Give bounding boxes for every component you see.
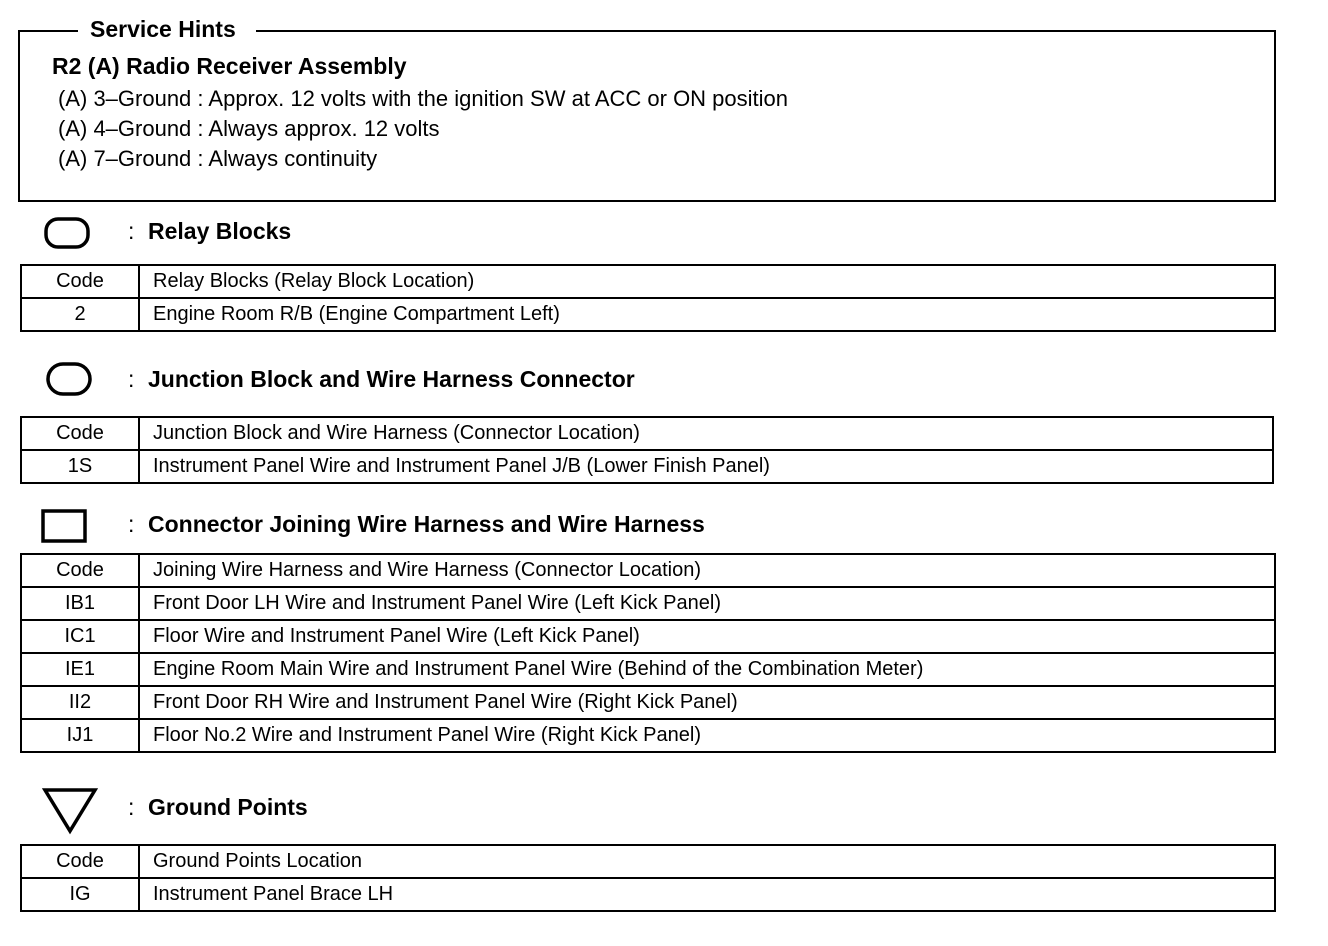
- code-cell: IG: [21, 878, 139, 911]
- table-row: [21, 719, 1275, 752]
- code-cell: 1S: [21, 450, 139, 483]
- description-cell: Instrument Panel Wire and Instrument Panel J/B (Lower Finish Panel): [139, 450, 1273, 483]
- table-row: [21, 653, 1275, 686]
- triangle-down-icon: [41, 786, 101, 836]
- heading-title: Connector Joining Wire Harness and Wire Harness: [148, 511, 705, 537]
- code-header: Code: [21, 845, 139, 878]
- code-cell: IB1: [21, 587, 139, 620]
- table-row: [21, 587, 1275, 620]
- code-cell: IJ1: [21, 719, 139, 752]
- description-cell: Floor No.2 Wire and Instrument Panel Wire (Right Kick Panel): [139, 719, 1275, 752]
- description-header: Relay Blocks (Relay Block Location): [139, 265, 1275, 298]
- code-cell: IC1: [21, 620, 139, 653]
- code-header: Code: [21, 265, 139, 298]
- relay-blocks-heading: [128, 217, 291, 245]
- oval-icon: [46, 362, 94, 398]
- description-header: Junction Block and Wire Harness (Connector Location): [139, 417, 1273, 450]
- ground-points-table: [20, 844, 1276, 912]
- description-cell: Front Door RH Wire and Instrument Panel Wire (Right Kick Panel): [139, 686, 1275, 719]
- table-header-row: [21, 554, 1275, 587]
- heading-colon: :: [128, 218, 135, 244]
- table-row: [21, 450, 1273, 483]
- junction-block-heading: [128, 365, 635, 393]
- code-cell: 2: [21, 298, 139, 331]
- table-header-row: [21, 417, 1273, 450]
- description-cell: Front Door LH Wire and Instrument Panel Wire (Left Kick Panel): [139, 587, 1275, 620]
- rounded-rect-icon: [44, 217, 92, 251]
- heading-title: Relay Blocks: [148, 218, 292, 244]
- description-cell: Floor Wire and Instrument Panel Wire (Left Kick Panel): [139, 620, 1275, 653]
- code-cell: IE1: [21, 653, 139, 686]
- hint-line: (A) 4–Ground : Always approx. 12 volts: [58, 116, 440, 141]
- table-row: [21, 686, 1275, 719]
- description-cell: Instrument Panel Brace LH: [139, 878, 1275, 911]
- heading-colon: :: [128, 511, 135, 537]
- heading-title: Junction Block and Wire Harness Connector: [148, 366, 635, 392]
- description-header: Joining Wire Harness and Wire Harness (Connector Location): [139, 554, 1275, 587]
- table-header-row: [21, 265, 1275, 298]
- hint-line: (A) 7–Ground : Always continuity: [58, 146, 378, 171]
- relay-blocks-table: [20, 264, 1276, 332]
- component-title: R2 (A) Radio Receiver Assembly: [52, 53, 407, 79]
- table-header-row: [21, 845, 1275, 878]
- table-row: [21, 620, 1275, 653]
- ground-points-heading: [128, 793, 308, 821]
- table-row: [21, 878, 1275, 911]
- heading-colon: :: [128, 794, 135, 820]
- description-cell: Engine Room R/B (Engine Compartment Left): [139, 298, 1275, 331]
- code-header: Code: [21, 417, 139, 450]
- square-icon: [41, 509, 89, 545]
- table-row: [21, 298, 1275, 331]
- description-header: Ground Points Location: [139, 845, 1275, 878]
- code-header: Code: [21, 554, 139, 587]
- description-cell: Engine Room Main Wire and Instrument Panel Wire (Behind of the Combination Meter): [139, 653, 1275, 686]
- junction-block-table: [20, 416, 1274, 484]
- connector-joining-table: [20, 553, 1276, 753]
- heading-colon: :: [128, 366, 135, 392]
- hint-line: (A) 3–Ground : Approx. 12 volts with the ignition SW at ACC or ON position: [58, 86, 789, 111]
- connector-joining-heading: [128, 510, 705, 538]
- service-hints-title: Service Hints: [78, 16, 256, 42]
- code-cell: II2: [21, 686, 139, 719]
- heading-title: Ground Points: [148, 794, 308, 820]
